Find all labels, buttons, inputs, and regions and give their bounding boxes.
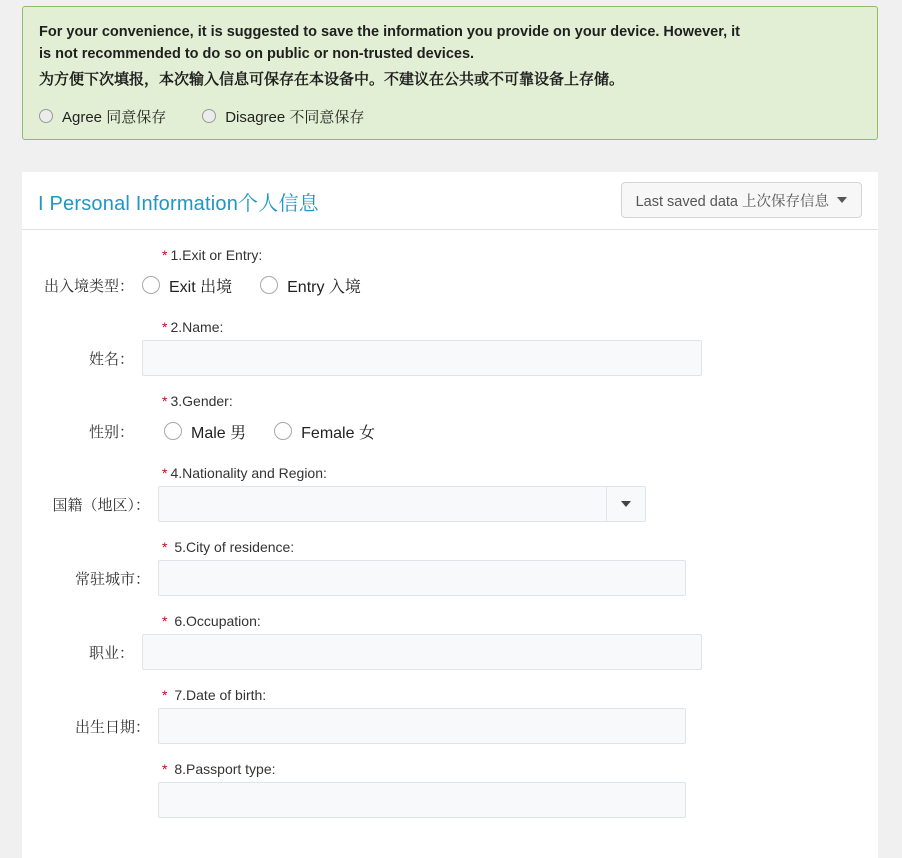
privacy-notice-banner — [22, 6, 878, 140]
date-of-birth-input[interactable] — [158, 708, 686, 744]
field-label-city — [22, 536, 878, 558]
radio-icon-exit[interactable] — [142, 276, 160, 294]
field-label-cn-5: 常驻城市： — [74, 570, 150, 588]
name-input[interactable] — [142, 340, 702, 376]
option-male-label: Male 男 — [191, 424, 247, 442]
required-asterisk-icon: * — [162, 247, 168, 263]
notice-text-chinese: 为方便下次填报，本次输入信息可保存在本设备中。不建议在公共或不可靠设备上存储。 — [39, 70, 625, 88]
field-row-nationality — [22, 486, 878, 522]
required-asterisk-icon: * — [162, 393, 168, 409]
chevron-down-icon — [621, 501, 631, 507]
field-row-name — [22, 340, 878, 376]
passport-type-input[interactable] — [158, 782, 686, 818]
required-asterisk-icon: * — [162, 539, 168, 555]
field-label-en-7: Date of birth: — [186, 687, 267, 703]
field-number-6: 6. — [174, 613, 187, 629]
notice-text-english — [39, 21, 861, 66]
field-number-1: 1. — [170, 247, 183, 263]
field-row-passport-type — [22, 782, 878, 818]
field-label-cn-1: 出入境类型： — [43, 277, 134, 295]
option-male[interactable] — [164, 420, 246, 443]
field-row-gender — [22, 414, 878, 448]
option-entry-label: Entry 入境 — [287, 278, 361, 296]
option-exit-label: Exit 出境 — [169, 278, 233, 296]
option-female[interactable] — [274, 420, 375, 443]
field-label-en-5: City of residence: — [186, 539, 295, 555]
field-label-en-8: Passport type: — [186, 761, 276, 777]
last-saved-data-button[interactable] — [621, 182, 862, 218]
field-number-3: 3. — [170, 393, 183, 409]
field-exit-or-entry — [22, 244, 878, 302]
radio-icon-male[interactable] — [164, 422, 182, 440]
option-female-label: Female 女 — [301, 424, 375, 442]
field-occupation — [22, 610, 878, 670]
consent-agree-label: Agree 同意保存 — [62, 108, 167, 126]
field-label-en-1: Exit or Entry: — [182, 247, 263, 263]
field-label-en-4: Nationality and Region: — [182, 465, 327, 481]
field-nationality — [22, 462, 878, 522]
notice-text-english-line1: For your convenience, it is suggested to save the information you provide on your device. However, it — [39, 24, 740, 40]
field-number-4: 4. — [170, 465, 183, 481]
field-label-en-2: Name: — [182, 319, 224, 335]
field-number-5: 5. — [174, 539, 187, 555]
consent-agree-option[interactable] — [39, 106, 166, 127]
field-label-en-3: Gender: — [182, 393, 233, 409]
field-gender — [22, 390, 878, 448]
field-number-8: 8. — [174, 761, 187, 777]
field-passport-type — [22, 758, 878, 818]
option-entry[interactable] — [260, 274, 361, 297]
radio-icon-disagree[interactable] — [202, 109, 216, 123]
field-label-occupation — [22, 610, 878, 632]
field-label-cn-3: 性别： — [88, 423, 134, 441]
field-city-of-residence — [22, 536, 878, 596]
consent-disagree-label: Disagree 不同意保存 — [225, 108, 365, 126]
nationality-dropdown-button[interactable] — [606, 487, 645, 521]
nationality-select-value[interactable] — [159, 487, 606, 521]
city-input[interactable] — [158, 560, 686, 596]
required-asterisk-icon: * — [162, 687, 168, 703]
field-number-7: 7. — [174, 687, 187, 703]
required-asterisk-icon: * — [162, 761, 168, 777]
notice-text-english-line2: is not recommended to do so on public or non-trusted devices. — [39, 46, 475, 63]
field-label-passport-type — [22, 758, 878, 780]
field-row-occupation — [22, 634, 878, 670]
personal-information-card — [22, 172, 878, 858]
occupation-input[interactable] — [142, 634, 702, 670]
field-label-cn-7: 出生日期： — [74, 718, 150, 736]
field-label-exit-or-entry — [22, 244, 878, 266]
notice-consent-options — [39, 106, 861, 127]
page-title: I Personal Information个人信息 — [38, 193, 319, 215]
last-saved-data-label: Last saved data 上次保存信息 — [635, 193, 829, 210]
field-label-en-6: Occupation: — [186, 613, 261, 629]
field-label-cn-6: 职业： — [88, 644, 134, 662]
required-asterisk-icon: * — [162, 613, 168, 629]
radio-icon-entry[interactable] — [260, 276, 278, 294]
field-row-exit-or-entry — [22, 268, 878, 302]
field-row-city — [22, 560, 878, 596]
option-exit[interactable] — [142, 274, 232, 297]
required-asterisk-icon: * — [162, 465, 168, 481]
required-asterisk-icon: * — [162, 319, 168, 335]
consent-disagree-option[interactable] — [202, 106, 364, 127]
radio-icon-agree[interactable] — [39, 109, 53, 123]
nationality-select[interactable] — [158, 486, 646, 522]
field-label-cn-2: 姓名： — [88, 350, 134, 368]
form-body — [22, 230, 878, 818]
field-date-of-birth — [22, 684, 878, 744]
chevron-down-icon — [837, 197, 847, 203]
field-number-2: 2. — [170, 319, 183, 335]
field-row-dob — [22, 708, 878, 744]
field-label-gender — [22, 390, 878, 412]
field-name — [22, 316, 878, 376]
card-header — [22, 172, 878, 230]
field-label-nationality — [22, 462, 878, 484]
radio-icon-female[interactable] — [274, 422, 292, 440]
field-label-dob — [22, 684, 878, 706]
field-label-name — [22, 316, 878, 338]
field-label-cn-4: 国籍（地区）： — [52, 496, 150, 514]
